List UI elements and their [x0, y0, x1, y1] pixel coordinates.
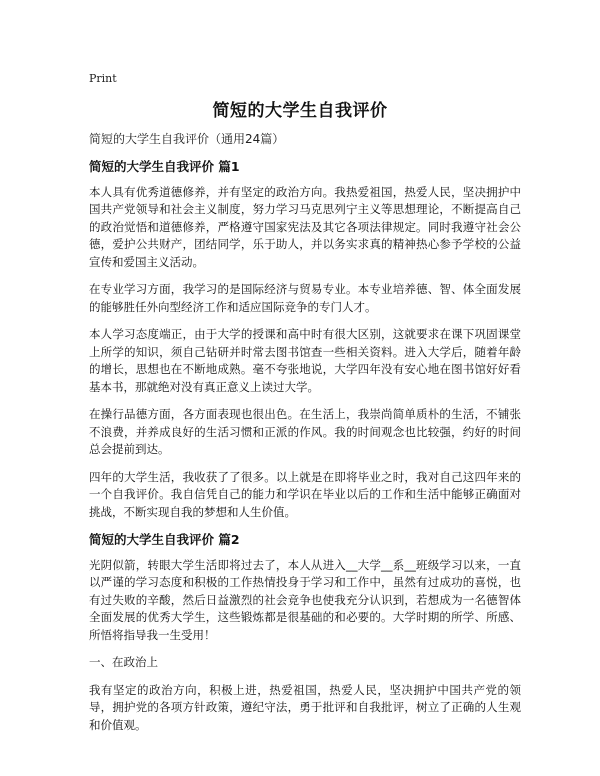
document-subtitle: 简短的大学生自我评价（通用24篇） [89, 132, 285, 146]
paragraph: 在专业学习方面，我学习的是国际经济与贸易专业。本专业培养德、智、体全面发展的能够胜任外向型经济工作和适应国际竞争的专门人才。 [89, 282, 521, 314]
paragraph: 本人具有优秀道德修养，并有坚定的政治方向。我热爱祖国，热爱人民，坚决拥护中国共产党领导和社会主义制度，努力学习马克思列宁主义等思想理论，不断提高自己的政治觉悟和道德修养，严格遵守国家宪法及其它各项法律规定。同时我遵守社会公德，爱护公共财产，团结同学，乐于助人，并以务实求真的精神热心参予学校的公益宣传和爱国主义活动。 [89, 184, 521, 269]
paragraph: 光阴似箭，转眼大学生活即将过去了，本人从进入__大学__系__班级学习以来，一直以严谨的学习态度和积极的工作热情投身于学习和工作中，虽然有过成功的喜悦，也有过失败的辛酸，然后日益激烈的社会竞争也使我充分认识到，若想成为一名德智体全面发展的优秀大学生，这些锻炼都是很基础的和必要的。大学时期的所学、所感、所悟将指导我一生受用！ [89, 557, 521, 642]
paragraph: 本人学习态度端正，由于大学的授课和高中时有很大区别，这就要求在课下巩固课堂上所学的知识，须自己钻研并时常去图书馆查一些相关资料。进入大学后，随着年龄的增长，思想也在不断地成熟。毫不夸张地说，大学四年没有安心地在图书馆好好看基本书，那就绝对没有真正意义上读过大学。 [89, 327, 521, 394]
document-body [89, 158, 521, 744]
paragraph: 我有坚定的政治方向，积极上进，热爱祖国，热爱人民，坚决拥护中国共产党的领导，拥护党的各项方针政策，遵纪守法，勇于批评和自我批评，树立了正确的人生观和价值观。 [89, 682, 521, 732]
subheading: 一、在政治上 [89, 655, 158, 669]
print-link[interactable]: Print [89, 72, 117, 85]
paragraph: 四年的大学生活，我收获了了很多。以上就是在即将毕业之时，我对自己这四年来的一个自我评价。我自信凭自己的能力和学识在毕业以后的工作和生活中能够正确面对挑战，不断实现自我的梦想和人生价值。 [89, 469, 521, 519]
page-title: 简短的大学生自我评价 [212, 101, 388, 121]
paragraph: 在操行品德方面，各方面表现也很出色。在生活上，我崇尚简单质朴的生活，不铺张不浪费，并养成良好的生活习惯和正派的作风。我的时间观念也比较强，约好的时间总会提前到达。 [89, 407, 521, 456]
section-heading: 简短的大学生自我评价 篇1 [89, 159, 240, 174]
section-heading: 简短的大学生自我评价 篇2 [89, 532, 240, 547]
